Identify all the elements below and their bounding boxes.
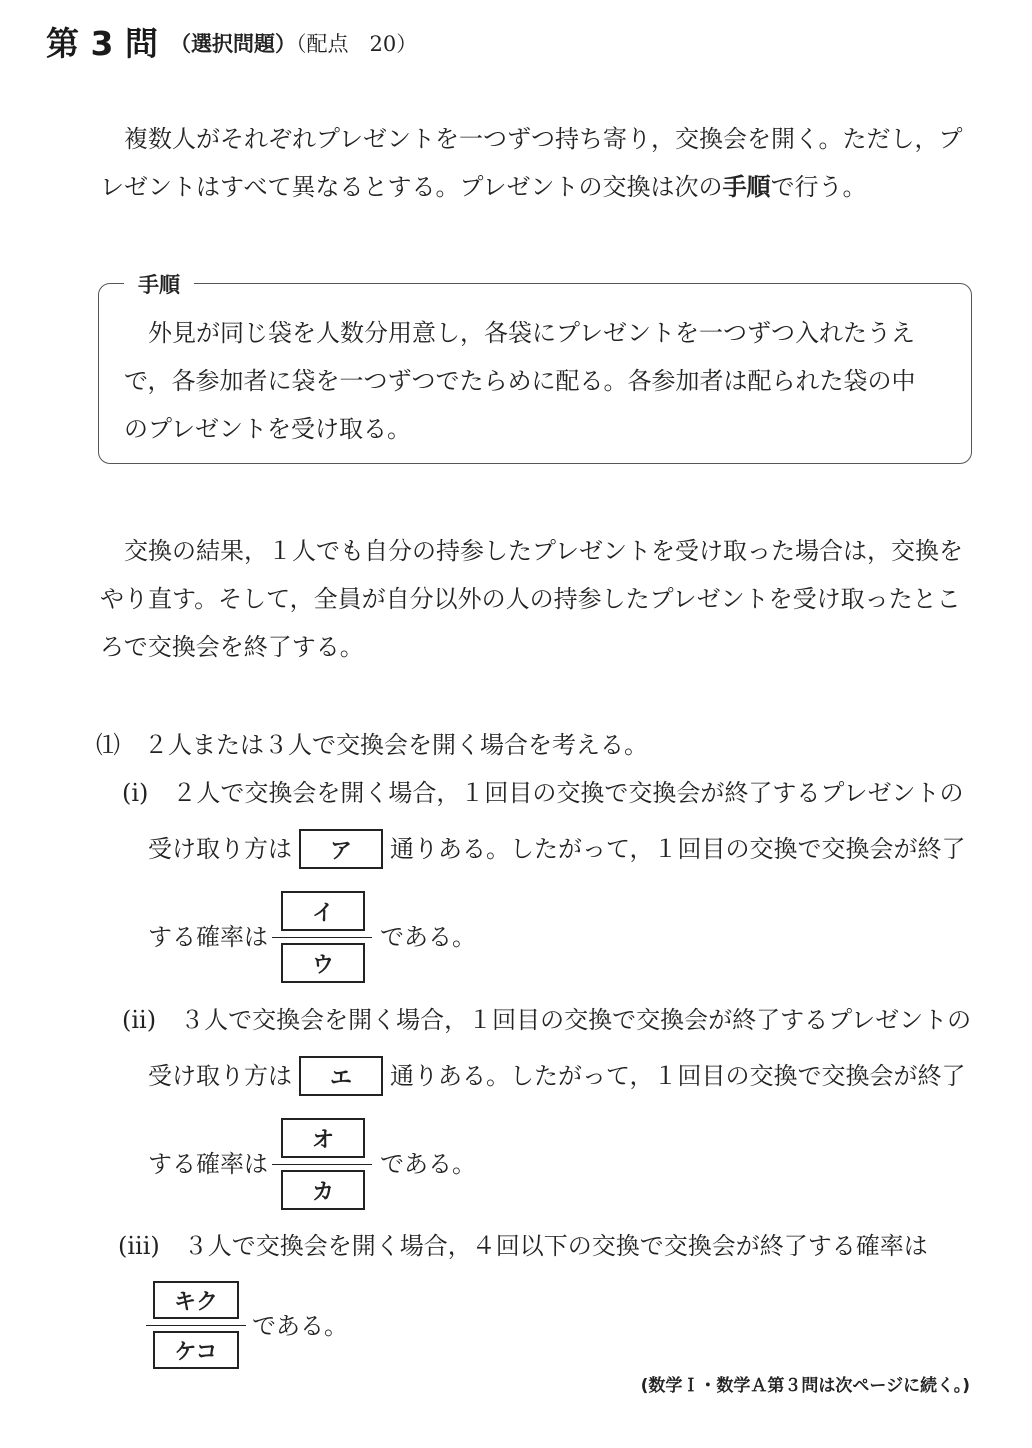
rule-line-3: ろで交換会を終了する。 <box>100 633 364 661</box>
continued-note: (数学Ｉ・数学Ａ第３問は次ページに続く。) <box>640 1376 970 1396</box>
fraction-bar <box>272 1164 372 1165</box>
procedure-ref: 手順 <box>722 173 771 201</box>
answer-box-a: ア <box>299 829 383 869</box>
q1-ii-line-3-post: である。 <box>380 1150 476 1178</box>
points-note: （配点 20） <box>296 32 418 56</box>
q1-ii-line-3-pre: する確率は <box>148 1150 268 1178</box>
answer-box-ka: カ <box>281 1170 365 1210</box>
procedure-line-1: 外見が同じ袋を人数分用意し，各袋にプレゼントを一つずつ入れたうえ <box>148 319 916 347</box>
answer-box-keko: ケコ <box>153 1331 239 1369</box>
question-title: 第 3 問 <box>46 24 158 63</box>
answer-box-i: イ <box>281 891 365 931</box>
q1-iii-line-2-post: である。 <box>252 1312 348 1340</box>
fraction-bar <box>272 937 372 938</box>
fraction-bar <box>146 1325 246 1326</box>
q1-intro: ⑴ ２人または３人で交換会を開く場合を考える。 <box>96 731 648 759</box>
intro-line-2 <box>100 172 867 202</box>
q1-i-line-2-pre: 受け取り方は <box>148 835 292 863</box>
q1-ii-line-1: (ii) ３人で交換会を開く場合，１回目の交換で交換会が終了するプレゼントの <box>122 1006 972 1034</box>
answer-box-o: オ <box>281 1118 365 1158</box>
selection-note: （選択問題） <box>170 32 296 56</box>
answer-box-u: ウ <box>281 943 365 983</box>
q1-i-line-3-post: である。 <box>380 923 476 951</box>
procedure-line-3: のプレゼントを受け取る。 <box>124 415 412 443</box>
q1-ii-line-2-post: 通りある。したがって，１回目の交換で交換会が終了 <box>390 1062 966 1090</box>
q1-i-line-1: (i) ２人で交換会を開く場合，１回目の交換で交換会が終了するプレゼントの <box>122 779 964 807</box>
q1-i-line-3-pre: する確率は <box>148 923 268 951</box>
question-note <box>170 28 417 58</box>
answer-box-e: エ <box>299 1056 383 1096</box>
rule-line-2: やり直す。そして，全員が自分以外の人の持参したプレゼントを受け取ったとこ <box>100 585 961 613</box>
q1-ii-line-2-pre: 受け取り方は <box>148 1062 292 1090</box>
rule-line-1: 交換の結果，１人でも自分の持参したプレゼントを受け取った場合は，交換を <box>124 537 964 565</box>
q1-i-line-2-post: 通りある。したがって，１回目の交換で交換会が終了 <box>390 835 966 863</box>
answer-box-kiku: キク <box>153 1281 239 1319</box>
intro-text: レゼントはすべて異なるとする。プレゼントの交換は次の <box>100 173 723 201</box>
q1-iii-line-1: (iii) ３人で交換会を開く場合，４回以下の交換で交換会が終了する確率は <box>118 1232 928 1260</box>
procedure-line-2: で，各参加者に袋を一つずつでたらめに配る。各参加者は配られた袋の中 <box>124 367 916 395</box>
procedure-title: 手順 <box>124 269 194 299</box>
intro-line-1: 複数人がそれぞれプレゼントを一つずつ持ち寄り，交換会を開く。ただし，プ <box>124 125 963 153</box>
intro-text-end: で行う。 <box>770 173 867 201</box>
